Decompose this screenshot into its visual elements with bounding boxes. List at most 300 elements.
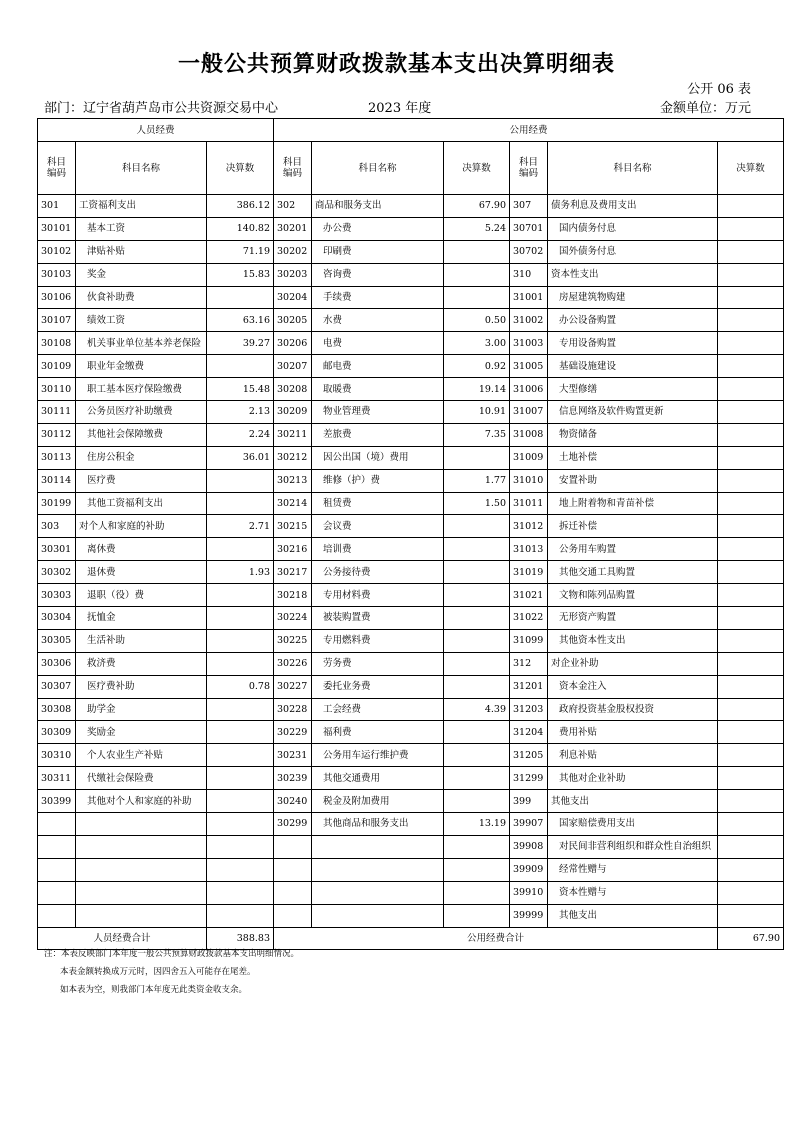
other-code-cell: 31009 <box>510 446 548 469</box>
public-code-cell: 30214 <box>274 492 312 515</box>
public-code-cell: 30202 <box>274 240 312 263</box>
other-name-cell: 经常性赠与 <box>548 858 718 881</box>
public-code-cell: 30231 <box>274 744 312 767</box>
code-header: 科目 编码 <box>510 142 548 195</box>
header-row-groups <box>38 119 784 142</box>
personnel-code-cell: 30304 <box>38 607 76 630</box>
personnel-name-cell: 津贴补贴 <box>76 240 207 263</box>
other-code-cell: 312 <box>510 652 548 675</box>
other-code-cell: 31012 <box>510 515 548 538</box>
department-label: 部门：辽宁省葫芦岛市公共资源交易中心 <box>44 101 279 116</box>
table-row <box>38 469 784 492</box>
notes <box>44 945 299 999</box>
personnel-name-cell: 住房公积金 <box>76 446 207 469</box>
other-code-cell: 31021 <box>510 584 548 607</box>
other-name-cell: 费用补贴 <box>548 721 718 744</box>
table-row <box>38 607 784 630</box>
table-row <box>38 904 784 927</box>
public-amount-cell <box>444 286 510 309</box>
other-code-cell: 31203 <box>510 698 548 721</box>
other-amount-cell <box>718 217 784 240</box>
public-amount-cell <box>444 446 510 469</box>
other-code-cell: 30702 <box>510 240 548 263</box>
personnel-amount-cell <box>207 813 274 836</box>
public-name-cell: 手续费 <box>312 286 444 309</box>
other-amount-cell <box>718 675 784 698</box>
personnel-name-cell: 绩效工资 <box>76 309 207 332</box>
personnel-name-cell: 退休费 <box>76 561 207 584</box>
personnel-amount-cell <box>207 790 274 813</box>
other-amount-cell <box>718 515 784 538</box>
table-row <box>38 538 784 561</box>
personnel-name-cell: 其他对个人和家庭的补助 <box>76 790 207 813</box>
personnel-amount-cell <box>207 538 274 561</box>
public-name-cell: 差旅费 <box>312 423 444 446</box>
personnel-code-cell: 30110 <box>38 378 76 401</box>
public-name-cell: 专用燃料费 <box>312 629 444 652</box>
other-amount-cell <box>718 492 784 515</box>
table-row <box>38 195 784 218</box>
public-name-cell: 印刷费 <box>312 240 444 263</box>
note-line: 本表金额转换成万元时，因四舍五入可能存在尾差。 <box>60 967 256 977</box>
other-name-cell: 利息补贴 <box>548 744 718 767</box>
public-name-cell: 取暖费 <box>312 378 444 401</box>
personnel-name-cell: 离休费 <box>76 538 207 561</box>
personnel-name-cell: 医疗费补助 <box>76 675 207 698</box>
public-code-cell: 302 <box>274 195 312 218</box>
personnel-code-cell: 30199 <box>38 492 76 515</box>
personnel-name-cell: 职工基本医疗保险缴费 <box>76 378 207 401</box>
other-name-cell: 安置补助 <box>548 469 718 492</box>
note-line: 注：本表反映部门本年度一般公共预算财政拨款基本支出明细情况。 <box>44 949 300 959</box>
other-code-cell: 39907 <box>510 813 548 836</box>
personnel-code-cell: 30106 <box>38 286 76 309</box>
personnel-code-cell: 30309 <box>38 721 76 744</box>
public-total-value: 67.90 <box>718 927 784 950</box>
table-row <box>38 309 784 332</box>
personnel-name-cell: 抚恤金 <box>76 607 207 630</box>
public-code-cell: 30205 <box>274 309 312 332</box>
table-row <box>38 401 784 424</box>
personnel-amount-cell <box>207 469 274 492</box>
amount-header: 决算数 <box>718 142 784 195</box>
other-code-cell: 31022 <box>510 607 548 630</box>
other-name-cell: 其他资本性支出 <box>548 629 718 652</box>
other-code-cell: 30701 <box>510 217 548 240</box>
personnel-name-cell: 伙食补助费 <box>76 286 207 309</box>
public-name-cell <box>312 881 444 904</box>
personnel-amount-cell <box>207 698 274 721</box>
personnel-code-cell: 30102 <box>38 240 76 263</box>
other-amount-cell <box>718 423 784 446</box>
public-amount-cell <box>444 744 510 767</box>
other-code-cell: 31002 <box>510 309 548 332</box>
personnel-code-cell <box>38 858 76 881</box>
other-name-cell: 其他支出 <box>548 790 718 813</box>
public-code-cell: 30203 <box>274 263 312 286</box>
personnel-name-cell: 工资福利支出 <box>76 195 207 218</box>
other-code-cell: 31011 <box>510 492 548 515</box>
other-code-cell: 31299 <box>510 767 548 790</box>
public-amount-cell <box>444 240 510 263</box>
name-header: 科目名称 <box>548 142 718 195</box>
public-amount-cell <box>444 881 510 904</box>
other-name-cell: 资本性支出 <box>548 263 718 286</box>
table-row <box>38 813 784 836</box>
public-name-cell: 专用材料费 <box>312 584 444 607</box>
other-amount-cell <box>718 332 784 355</box>
personnel-code-cell: 30108 <box>38 332 76 355</box>
personnel-amount-cell <box>207 881 274 904</box>
personnel-code-cell: 30301 <box>38 538 76 561</box>
personnel-amount-cell <box>207 355 274 378</box>
public-code-cell: 30226 <box>274 652 312 675</box>
personnel-amount-cell: 2.24 <box>207 423 274 446</box>
other-name-cell: 专用设备购置 <box>548 332 718 355</box>
personnel-name-cell: 退职（役）费 <box>76 584 207 607</box>
other-code-cell: 31205 <box>510 744 548 767</box>
table-row <box>38 721 784 744</box>
personnel-code-cell: 30306 <box>38 652 76 675</box>
personnel-name-cell <box>76 904 207 927</box>
form-number: 公开 06 表 <box>687 82 751 97</box>
other-code-cell: 39999 <box>510 904 548 927</box>
public-code-cell: 30216 <box>274 538 312 561</box>
public-name-cell: 会议费 <box>312 515 444 538</box>
personnel-name-cell: 生活补助 <box>76 629 207 652</box>
other-code-cell: 31204 <box>510 721 548 744</box>
public-name-cell: 办公费 <box>312 217 444 240</box>
other-amount-cell <box>718 240 784 263</box>
other-amount-cell <box>718 401 784 424</box>
public-name-cell: 工会经费 <box>312 698 444 721</box>
personnel-code-cell: 30111 <box>38 401 76 424</box>
personnel-name-cell: 对个人和家庭的补助 <box>76 515 207 538</box>
public-name-cell: 电费 <box>312 332 444 355</box>
public-code-cell: 30224 <box>274 607 312 630</box>
personnel-code-cell: 30399 <box>38 790 76 813</box>
other-amount-cell <box>718 378 784 401</box>
table-row <box>38 835 784 858</box>
other-code-cell: 31001 <box>510 286 548 309</box>
other-name-cell: 无形资产购置 <box>548 607 718 630</box>
personnel-name-cell: 代缴社会保险费 <box>76 767 207 790</box>
public-code-cell <box>274 904 312 927</box>
other-name-cell: 资本金注入 <box>548 675 718 698</box>
other-code-cell: 39909 <box>510 858 548 881</box>
personnel-code-cell <box>38 835 76 858</box>
public-code-cell: 30211 <box>274 423 312 446</box>
personnel-header: 人员经费 <box>38 119 274 142</box>
public-code-cell: 30209 <box>274 401 312 424</box>
public-amount-cell <box>444 835 510 858</box>
personnel-amount-cell: 386.12 <box>207 195 274 218</box>
personnel-amount-cell: 15.83 <box>207 263 274 286</box>
personnel-amount-cell: 2.13 <box>207 401 274 424</box>
other-code-cell: 31007 <box>510 401 548 424</box>
personnel-code-cell: 30302 <box>38 561 76 584</box>
personnel-code-cell: 30113 <box>38 446 76 469</box>
public-amount-cell: 1.77 <box>444 469 510 492</box>
public-name-cell: 维修（护）费 <box>312 469 444 492</box>
public-header: 公用经费 <box>274 119 784 142</box>
personnel-amount-cell: 1.93 <box>207 561 274 584</box>
other-name-cell: 对民间非营利组织和群众性自治组织 <box>548 835 718 858</box>
personnel-amount-cell <box>207 492 274 515</box>
public-name-cell: 培训费 <box>312 538 444 561</box>
public-name-cell: 公务接待费 <box>312 561 444 584</box>
personnel-name-cell: 助学金 <box>76 698 207 721</box>
public-amount-cell <box>444 767 510 790</box>
other-amount-cell <box>718 813 784 836</box>
public-name-cell: 福利费 <box>312 721 444 744</box>
other-name-cell: 国内债务付息 <box>548 217 718 240</box>
personnel-name-cell: 救济费 <box>76 652 207 675</box>
other-name-cell: 信息网络及软件购置更新 <box>548 401 718 424</box>
other-amount-cell <box>718 607 784 630</box>
table-row <box>38 332 784 355</box>
other-name-cell: 办公设备购置 <box>548 309 718 332</box>
public-name-cell: 委托业务费 <box>312 675 444 698</box>
personnel-amount-cell <box>207 607 274 630</box>
table-row <box>38 240 784 263</box>
table-row <box>38 744 784 767</box>
personnel-amount-cell <box>207 744 274 767</box>
personnel-name-cell: 奖金 <box>76 263 207 286</box>
other-code-cell: 307 <box>510 195 548 218</box>
personnel-amount-cell <box>207 858 274 881</box>
unit-label: 金额单位：万元 <box>659 101 751 116</box>
personnel-code-cell: 30112 <box>38 423 76 446</box>
personnel-amount-cell <box>207 721 274 744</box>
table-row <box>38 790 784 813</box>
public-name-cell: 其他交通费用 <box>312 767 444 790</box>
personnel-code-cell: 30103 <box>38 263 76 286</box>
public-name-cell: 租赁费 <box>312 492 444 515</box>
public-code-cell: 30299 <box>274 813 312 836</box>
public-name-cell: 商品和服务支出 <box>312 195 444 218</box>
other-amount-cell <box>718 767 784 790</box>
personnel-name-cell <box>76 813 207 836</box>
public-amount-cell <box>444 675 510 698</box>
public-code-cell: 30212 <box>274 446 312 469</box>
public-amount-cell <box>444 858 510 881</box>
other-code-cell: 31008 <box>510 423 548 446</box>
personnel-amount-cell <box>207 652 274 675</box>
expenditure-table <box>37 118 784 950</box>
other-name-cell: 其他支出 <box>548 904 718 927</box>
table-row <box>38 675 784 698</box>
other-name-cell: 国家赔偿费用支出 <box>548 813 718 836</box>
personnel-name-cell: 奖励金 <box>76 721 207 744</box>
public-code-cell: 30229 <box>274 721 312 744</box>
table-row <box>38 217 784 240</box>
table-row <box>38 584 784 607</box>
table-row <box>38 767 784 790</box>
other-name-cell: 其他交通工具购置 <box>548 561 718 584</box>
table-row <box>38 492 784 515</box>
other-amount-cell <box>718 881 784 904</box>
personnel-code-cell: 30308 <box>38 698 76 721</box>
other-code-cell: 31006 <box>510 378 548 401</box>
personnel-code-cell: 30307 <box>38 675 76 698</box>
public-amount-cell: 67.90 <box>444 195 510 218</box>
personnel-code-cell <box>38 904 76 927</box>
public-amount-cell: 1.50 <box>444 492 510 515</box>
personnel-name-cell: 机关事业单位基本养老保险 <box>76 332 207 355</box>
other-amount-cell <box>718 469 784 492</box>
public-amount-cell <box>444 629 510 652</box>
personnel-amount-cell <box>207 835 274 858</box>
public-code-cell: 30227 <box>274 675 312 698</box>
table-row <box>38 355 784 378</box>
table-row <box>38 446 784 469</box>
personnel-name-cell: 职业年金缴费 <box>76 355 207 378</box>
public-code-cell: 30206 <box>274 332 312 355</box>
other-code-cell: 310 <box>510 263 548 286</box>
personnel-code-cell: 30107 <box>38 309 76 332</box>
other-name-cell: 资本性赠与 <box>548 881 718 904</box>
note-line: 如本表为空，则我部门本年度无此类资金收支余。 <box>60 985 248 995</box>
public-amount-cell <box>444 263 510 286</box>
other-amount-cell <box>718 355 784 378</box>
other-name-cell: 对企业补助 <box>548 652 718 675</box>
personnel-code-cell: 301 <box>38 195 76 218</box>
other-amount-cell <box>718 561 784 584</box>
other-name-cell: 地上附着物和青苗补偿 <box>548 492 718 515</box>
code-header: 科目 编码 <box>38 142 76 195</box>
name-header: 科目名称 <box>76 142 207 195</box>
personnel-total-label: 人员经费合计 <box>38 927 207 950</box>
other-name-cell: 其他对企业补助 <box>548 767 718 790</box>
table-row <box>38 698 784 721</box>
other-name-cell: 国外债务付息 <box>548 240 718 263</box>
personnel-name-cell <box>76 835 207 858</box>
other-code-cell: 31005 <box>510 355 548 378</box>
personnel-total-value: 388.83 <box>207 927 274 950</box>
public-name-cell: 邮电费 <box>312 355 444 378</box>
public-name-cell: 公务用车运行维护费 <box>312 744 444 767</box>
personnel-name-cell: 其他社会保障缴费 <box>76 423 207 446</box>
other-amount-cell <box>718 286 784 309</box>
public-amount-cell <box>444 904 510 927</box>
public-name-cell <box>312 835 444 858</box>
table-row <box>38 515 784 538</box>
public-code-cell: 30215 <box>274 515 312 538</box>
year-label: 2023 年度 <box>368 101 432 116</box>
other-amount-cell <box>718 652 784 675</box>
personnel-amount-cell: 39.27 <box>207 332 274 355</box>
personnel-code-cell <box>38 881 76 904</box>
personnel-name-cell: 基本工资 <box>76 217 207 240</box>
other-code-cell: 31013 <box>510 538 548 561</box>
table-row <box>38 629 784 652</box>
public-amount-cell <box>444 652 510 675</box>
other-name-cell: 物资储备 <box>548 423 718 446</box>
other-name-cell: 公务用车购置 <box>548 538 718 561</box>
public-name-cell <box>312 904 444 927</box>
public-code-cell: 30201 <box>274 217 312 240</box>
public-code-cell: 30225 <box>274 629 312 652</box>
personnel-name-cell: 个人农业生产补贴 <box>76 744 207 767</box>
amount-header: 决算数 <box>207 142 274 195</box>
public-name-cell: 咨询费 <box>312 263 444 286</box>
public-code-cell: 30217 <box>274 561 312 584</box>
other-name-cell: 拆迁补偿 <box>548 515 718 538</box>
table-row <box>38 652 784 675</box>
public-name-cell: 其他商品和服务支出 <box>312 813 444 836</box>
public-amount-cell: 19.14 <box>444 378 510 401</box>
other-amount-cell <box>718 584 784 607</box>
table-row <box>38 378 784 401</box>
personnel-amount-cell: 140.82 <box>207 217 274 240</box>
other-code-cell: 39908 <box>510 835 548 858</box>
other-name-cell: 文物和陈列品购置 <box>548 584 718 607</box>
public-amount-cell: 5.24 <box>444 217 510 240</box>
personnel-amount-cell: 0.78 <box>207 675 274 698</box>
code-header: 科目 编码 <box>274 142 312 195</box>
personnel-name-cell <box>76 881 207 904</box>
other-code-cell: 399 <box>510 790 548 813</box>
other-amount-cell <box>718 858 784 881</box>
other-amount-cell <box>718 263 784 286</box>
table-row <box>38 423 784 446</box>
public-name-cell: 税金及附加费用 <box>312 790 444 813</box>
personnel-name-cell <box>76 858 207 881</box>
table-row <box>38 881 784 904</box>
public-code-cell: 30239 <box>274 767 312 790</box>
personnel-amount-cell <box>207 904 274 927</box>
public-amount-cell <box>444 561 510 584</box>
public-name-cell: 劳务费 <box>312 652 444 675</box>
public-code-cell: 30240 <box>274 790 312 813</box>
public-code-cell <box>274 835 312 858</box>
other-name-cell: 基础设施建设 <box>548 355 718 378</box>
public-amount-cell: 13.19 <box>444 813 510 836</box>
personnel-amount-cell: 63.16 <box>207 309 274 332</box>
public-name-cell: 因公出国（境）费用 <box>312 446 444 469</box>
public-amount-cell: 7.35 <box>444 423 510 446</box>
personnel-amount-cell <box>207 584 274 607</box>
other-name-cell: 债务利息及费用支出 <box>548 195 718 218</box>
public-name-cell: 被装购置费 <box>312 607 444 630</box>
personnel-amount-cell <box>207 286 274 309</box>
name-header: 科目名称 <box>312 142 444 195</box>
public-amount-cell: 10.91 <box>444 401 510 424</box>
public-amount-cell <box>444 721 510 744</box>
personnel-code-cell: 30109 <box>38 355 76 378</box>
other-amount-cell <box>718 629 784 652</box>
public-amount-cell <box>444 538 510 561</box>
personnel-amount-cell: 36.01 <box>207 446 274 469</box>
personnel-amount-cell: 71.19 <box>207 240 274 263</box>
other-amount-cell <box>718 195 784 218</box>
public-amount-cell <box>444 790 510 813</box>
table-row <box>38 858 784 881</box>
amount-header: 决算数 <box>444 142 510 195</box>
public-name-cell: 物业管理费 <box>312 401 444 424</box>
personnel-code-cell: 30303 <box>38 584 76 607</box>
other-amount-cell <box>718 790 784 813</box>
personnel-code-cell: 30305 <box>38 629 76 652</box>
table-row <box>38 263 784 286</box>
personnel-code-cell: 303 <box>38 515 76 538</box>
other-code-cell: 31201 <box>510 675 548 698</box>
other-name-cell: 政府投资基金股权投资 <box>548 698 718 721</box>
public-name-cell: 水费 <box>312 309 444 332</box>
header-row-columns <box>38 142 784 195</box>
personnel-name-cell: 公务员医疗补助缴费 <box>76 401 207 424</box>
